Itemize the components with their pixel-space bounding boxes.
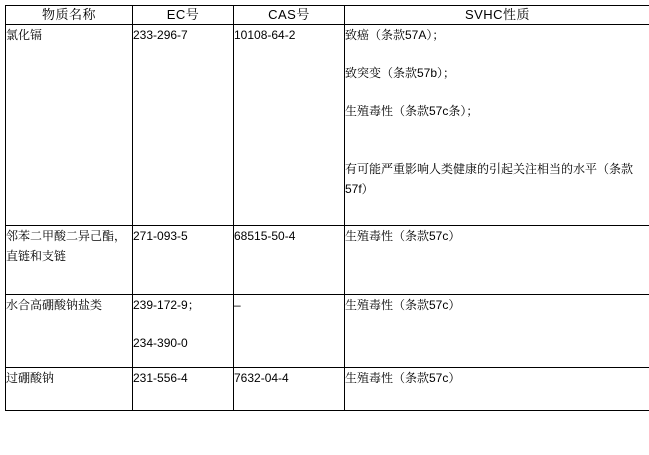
- table-header-row: [6, 6, 649, 25]
- column-header-name: 物质名称: [6, 6, 133, 25]
- cell-substance-name: 邻苯二甲酸二异己酯，直链和支链: [6, 226, 133, 295]
- ec-number-line: 239-172-9；: [133, 295, 233, 315]
- svhc-property-line: 生殖毒性（条款57c）: [345, 226, 649, 246]
- cell-cas-number: 10108-64-2: [234, 25, 345, 226]
- column-header-cas: CAS号: [234, 6, 345, 25]
- cell-svhc-properties: [345, 25, 649, 226]
- svhc-substance-table: [5, 5, 649, 411]
- svhc-property-line: 生殖毒性（条款57c条）；: [345, 101, 649, 121]
- cell-cas-number: 7632-04-4: [234, 368, 345, 411]
- table-row: [6, 25, 649, 226]
- table-header: [6, 6, 649, 25]
- table-row: [6, 368, 649, 411]
- ec-number-line: 234-390-0: [133, 333, 233, 353]
- cell-svhc-properties: [345, 295, 649, 368]
- cell-substance-name: 水合高硼酸钠盐类: [6, 295, 133, 368]
- cell-substance-name: 氯化镉: [6, 25, 133, 226]
- svhc-blank-line: [345, 139, 649, 159]
- svhc-property-line: 生殖毒性（条款57c）: [345, 295, 649, 315]
- cell-ec-number: 271-093-5: [133, 226, 234, 295]
- table-row: [6, 226, 649, 295]
- cell-cas-number: 68515-50-4: [234, 226, 345, 295]
- column-header-svhc: SVHC性质: [345, 6, 649, 25]
- svhc-property-line: 致突变（条款57b）；: [345, 63, 649, 83]
- cell-ec-number: [133, 295, 234, 368]
- cell-cas-number: –: [234, 295, 345, 368]
- svhc-property-line: 致癌（条款57A）；: [345, 25, 649, 45]
- cell-ec-number: 233-296-7: [133, 25, 234, 226]
- table-body: [6, 25, 649, 411]
- table-row: [6, 295, 649, 368]
- cell-svhc-properties: [345, 368, 649, 411]
- cell-substance-name: 过硼酸钠: [6, 368, 133, 411]
- cell-ec-number: 231-556-4: [133, 368, 234, 411]
- svhc-property-line: 生殖毒性（条款57c）: [345, 368, 649, 388]
- svhc-property-line: 有可能严重影响人类健康的引起关注相当的水平（条款57f）: [345, 159, 649, 199]
- cell-svhc-properties: [345, 226, 649, 295]
- column-header-ec: EC号: [133, 6, 234, 25]
